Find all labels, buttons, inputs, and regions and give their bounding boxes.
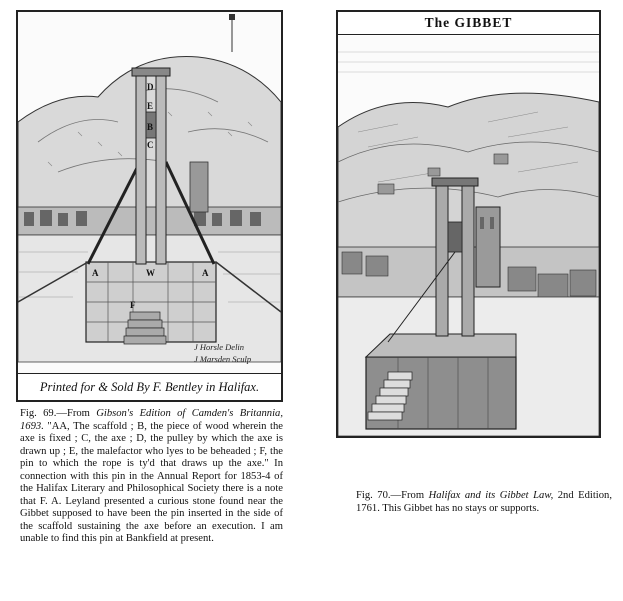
svg-text:A: A [92,268,99,278]
plate-title: The GIBBET [338,12,599,35]
engraver-credit-2: J Marsden Sculp [194,354,252,364]
caption-fig-70 [356,490,612,515]
caption-source-title: Gibson's Edition of Camden's Britannia, 1693. [20,408,283,432]
engraving-fig-69 [16,10,283,402]
gibbet-engraving-1761 [338,12,599,436]
svg-text:B: B [147,122,154,132]
engraving-fig-70 [336,10,601,438]
svg-text:W: W [146,268,155,278]
svg-text:D: D [147,82,154,92]
caption-source-title: Halifax and its Gibbet Law, [428,490,554,501]
svg-text:F: F [130,300,136,310]
caption-fig-label: Fig. 69.—From [20,408,97,419]
svg-text:C: C [147,140,154,150]
engraver-credit-1: J Horsle Delin [194,342,245,352]
plate-imprint: Printed for & Sold By F. Bentley in Halifax. [18,373,281,400]
caption-body: 2nd Edition, 1761. This Gibbet has no stays or supports. [356,490,612,514]
svg-text:A: A [202,268,209,278]
svg-text:E: E [147,101,154,111]
caption-body: "AA, The scaffold ; B, the piece of wood wherein the axe is fixed ; C, the axe ; D, the pulley by which the axe is drawn up ; E, the malefactor who lyes to be beheaded ; F, the pin to which the rope is ty'd that draws up the axe." In connection with this pin in the Annual Report for 1853-4 of the Halifax Literary and Philosophical Society there is a note that F. A. Leyland presented a curious stone found near the Gibbet supposed to have been the pin inserted in the side of the scaffold sustaining the axe before an execution. I am unable to find this pin at Bankfield at present. [20,420,283,544]
caption-fig-label: Fig. 70.—From [356,490,429,501]
caption-fig-69 [20,408,283,546]
